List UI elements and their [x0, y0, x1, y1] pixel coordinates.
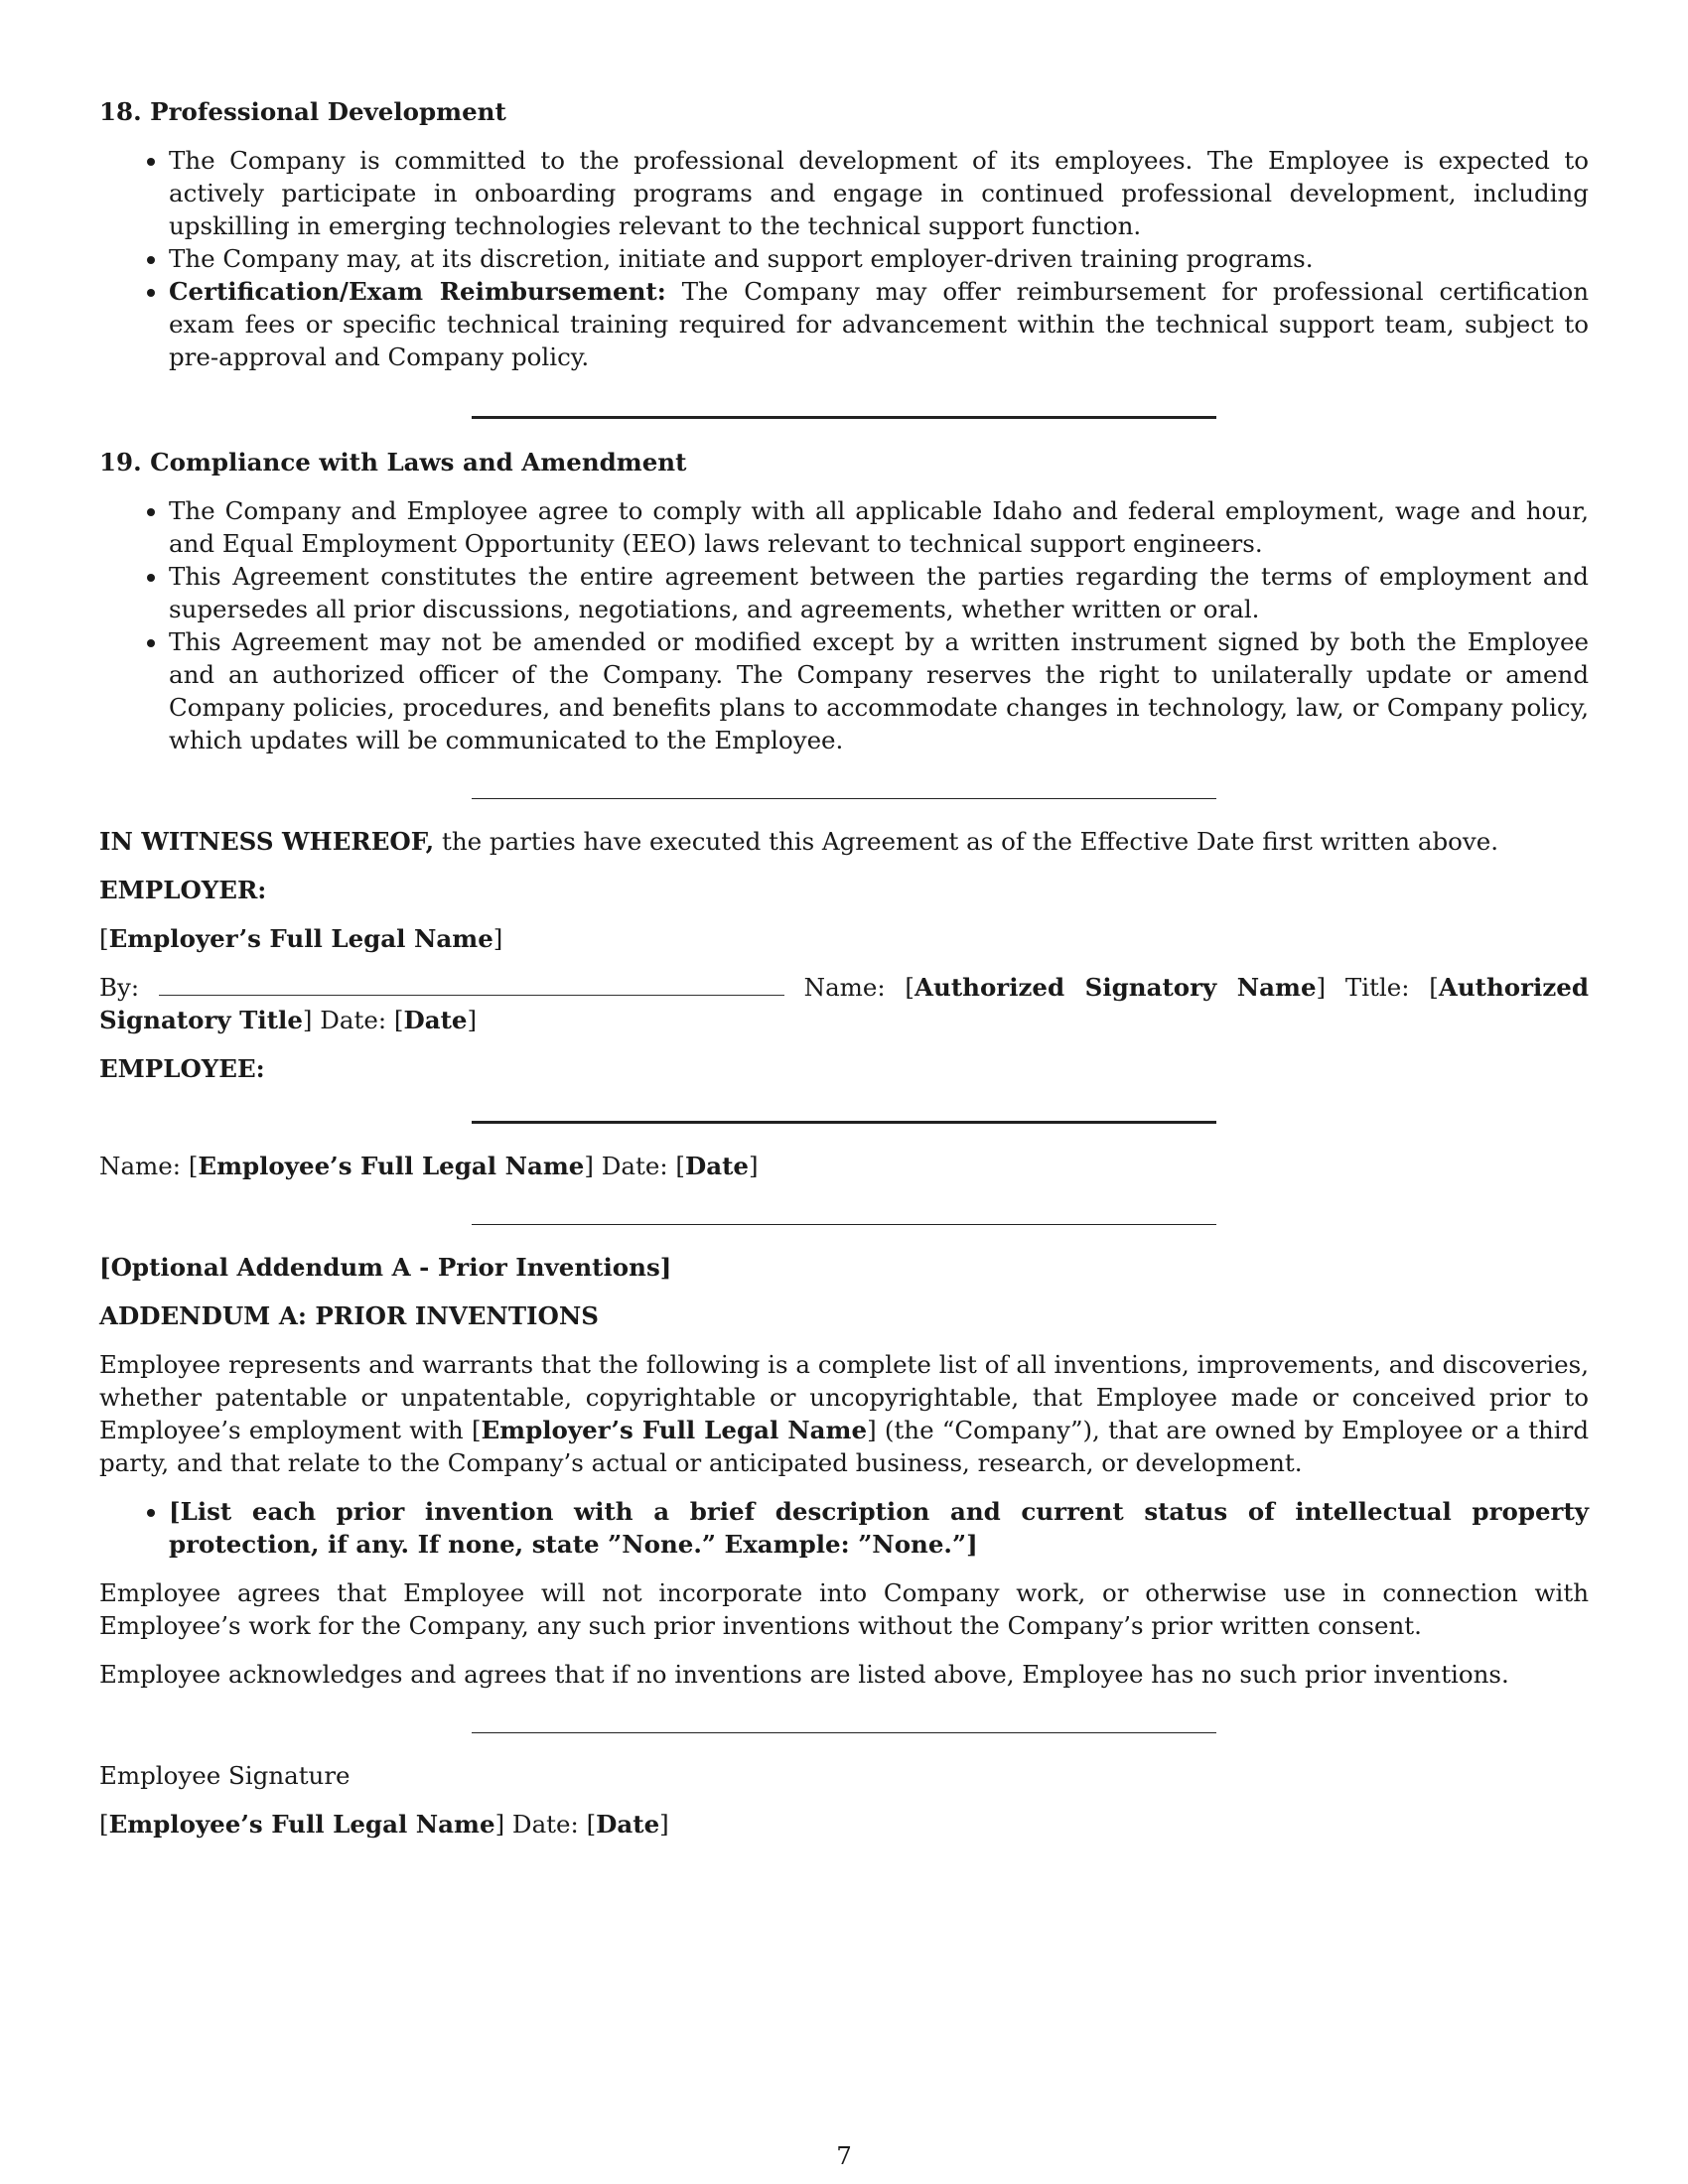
- list-item: • This Agreement may not be amended or modified except by a written instrument signed by both the Employee and an authorized officer of the Company. The Company reserves the right to unilaterally update or amend Company policies, procedures, and benefits plans to accommodate changes in technology, law, or Company policy, which updates will be communicated to the Employee.: [169, 625, 1589, 756]
- list-item: • The Company is committed to the professional development of its employees. The Employee is expected to actively participate in onboarding programs and engage in continued professional development, including upskilling in emerging technologies relevant to the technical support function.: [169, 144, 1589, 242]
- addendum-paragraph: Employee acknowledges and agrees that if no inventions are listed above, Employee has no such prior inventions.: [99, 1660, 1509, 1689]
- witness-statement: IN WITNESS WHEREOF, the parties have executed this Agreement as of the Effective Date first written above.: [99, 827, 1499, 856]
- employee-heading: EMPLOYEE:: [99, 1054, 265, 1083]
- addendum-employee-line: [Employee’s Full Legal Name] Date: [Date]: [99, 1810, 669, 1839]
- employee-signature-label: Employee Signature: [99, 1761, 351, 1790]
- document-page: [99, 95, 1589, 1841]
- employer-name-line: [Employer’s Full Legal Name]: [99, 924, 503, 953]
- divider: [472, 1224, 1216, 1225]
- section-19-title: 19. Compliance with Laws and Amendment: [99, 448, 687, 477]
- signature-rule: [472, 1121, 1216, 1124]
- section-18-list: [99, 144, 1589, 373]
- section-18-title: 18. Professional Development: [99, 97, 506, 126]
- reimbursement-text: The Company may offer reimbursement for professional certification exam fees or specific technical training required for advancement within the technical support team, subject to pre-approval and Company policy.: [169, 277, 1589, 371]
- addendum-title: ADDENDUM A: PRIOR INVENTIONS: [99, 1301, 599, 1330]
- employee-name-line: Name: [Employee’s Full Legal Name] Date: [Date]: [99, 1152, 759, 1180]
- divider: [472, 798, 1216, 799]
- list-item: • [List each prior invention with a brief description and current status of intellectual property protection, if any. If none, state ”None.” Example: ”None.”]: [169, 1495, 1589, 1561]
- addendum-list: [99, 1495, 1589, 1561]
- list-item: [169, 275, 1589, 373]
- divider: [472, 1732, 1216, 1733]
- list-item: • The Company and Employee agree to comply with all applicable Idaho and federal employment, wage and hour, and Equal Employment Opportunity (EEO) laws relevant to technical support engineers.: [169, 494, 1589, 560]
- list-item: • The Company may, at its discretion, initiate and support employer-driven training programs.: [169, 242, 1589, 275]
- page-number: 7: [836, 2141, 852, 2170]
- employer-heading: EMPLOYER:: [99, 876, 267, 904]
- divider: [472, 416, 1216, 419]
- employer-signature-block: By: Name: [Authorized Signatory Name] Title: [Authorized Signatory Title] Date: [Date]: [99, 973, 1589, 1034]
- reimbursement-label: Certification/Exam Reimbursement:: [169, 277, 666, 306]
- addendum-optional-title: [Optional Addendum A - Prior Inventions]: [99, 1253, 672, 1282]
- signature-line: [159, 971, 784, 996]
- addendum-paragraph: Employee represents and warrants that the following is a complete list of all inventions, improvements, and discoveries, whether patentable or unpatentable, copyrightable or uncopyrightable, that Employee made or conceived prior to Employee’s employment with [Employer’s Full Legal Name] (the “Company”), that are owned by Employee or a third party, and that relate to the Company’s actual or anticipated business, research, or development.: [99, 1350, 1589, 1477]
- addendum-paragraph: Employee agrees that Employee will not incorporate into Company work, or otherwise use in connection with Employee’s work for the Company, any such prior inventions without the Company’s prior written consent.: [99, 1578, 1589, 1640]
- list-item: • This Agreement constitutes the entire agreement between the parties regarding the terms of employment and supersedes all prior discussions, negotiations, and agreements, whether written or oral.: [169, 560, 1589, 625]
- section-19-list: [99, 494, 1589, 756]
